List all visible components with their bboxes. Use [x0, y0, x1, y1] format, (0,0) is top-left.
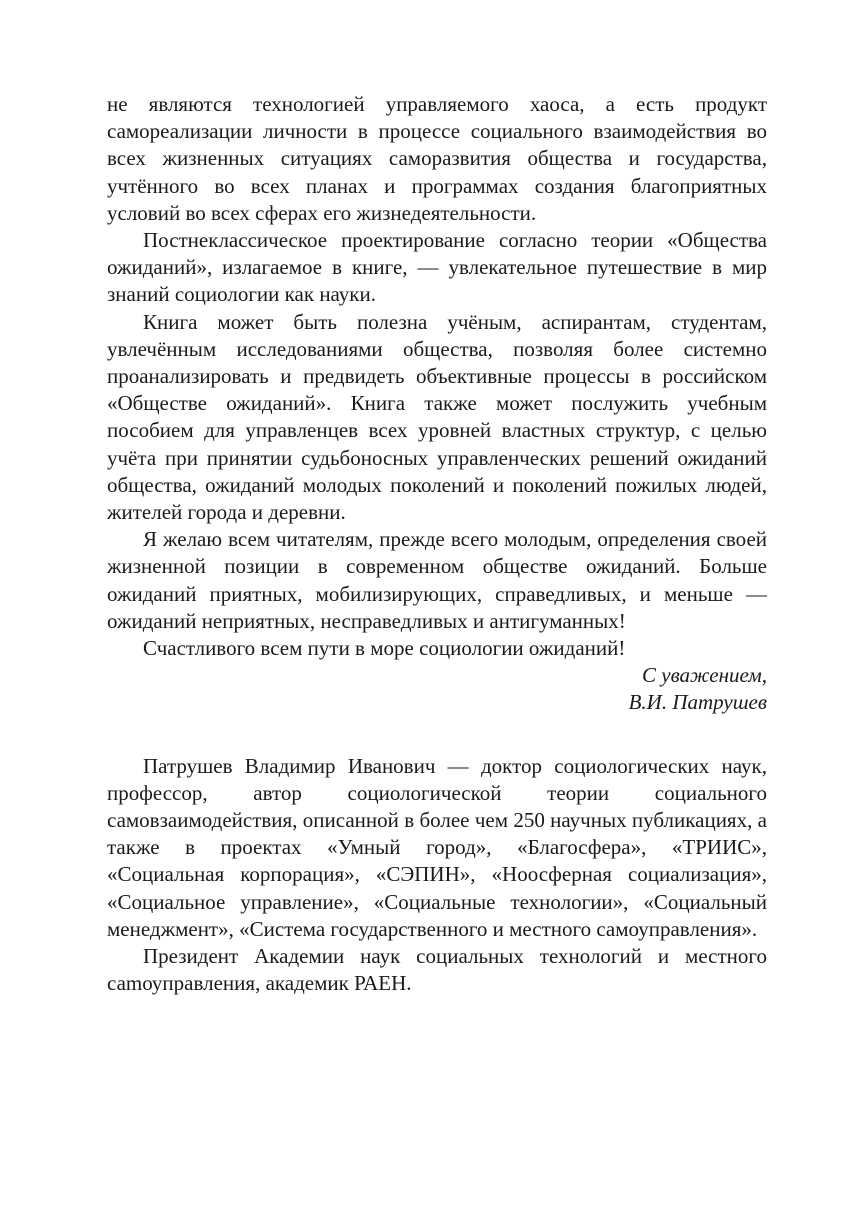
author-title: Президент Академии наук социальных технологий и местного саmоуправления, академик РАЕН.	[107, 944, 767, 996]
signature-author: В.И. Патрушев	[628, 690, 767, 715]
paragraph-wishes: Я желаю всем читателям, прежде всего молодым, определения своей жизненной позиции в современном обществе ожиданий. Больше ожиданий приятных, мобилизирующих, справедливых, и меньше — ожиданий неприятных, несправедливых и антигуманных!	[107, 527, 767, 633]
paragraph-farewell: Счастливого всем пути в море социологии ожиданий!	[143, 636, 626, 661]
signature-closing: С уважением,	[642, 663, 767, 688]
document-page	[107, 91, 767, 998]
author-bio: Патрушев Владимир Иванович — доктор социологических наук, профессор, автор социологической теории социального самовзаимодействия, описанной в более чем 250 научных публикациях, а также в проектах «Умный город», «Благосфера», «ТРИИС», «Социальная корпорация», «СЭПИН», «Ноосферная социализация», «Социальное управление», «Социальные технологии», «Социальный менеджмент», «Система государственного и местного самоуправления».	[107, 753, 767, 941]
paragraph-audience: Книга может быть полезна учёным, аспирантам, студентам, увлечённым исследованиями общества, позволяя более системно проанализировать и предвидеть объективные процессы в российском «Обществе ожиданий». Книга также может послужить учебным пособием для управленцев всех уровней властных структур, с целью учёта при принятии судьбоносных управленческих решений ожиданий общества, ожиданий молодых поколений и поколений пожилых людей, жителей города и деревни.	[107, 309, 767, 525]
paragraph-continuation: не являются технологией управляемого хаоса, а есть продукт самореализации личности в процессе социального взаимодействия во всех жизненных ситуациях саморазвития общества и государства, учтённого во всех планах и программах создания благоприятных условий во всех сферах его жизнедеятельности.	[107, 92, 767, 225]
paragraph-postnonclassical: Постнеклассическое проектирование согласно теории «Общества ожиданий», излагаемое в книге, — увлекательное путешествие в мир знаний социологии как науки.	[107, 228, 767, 307]
